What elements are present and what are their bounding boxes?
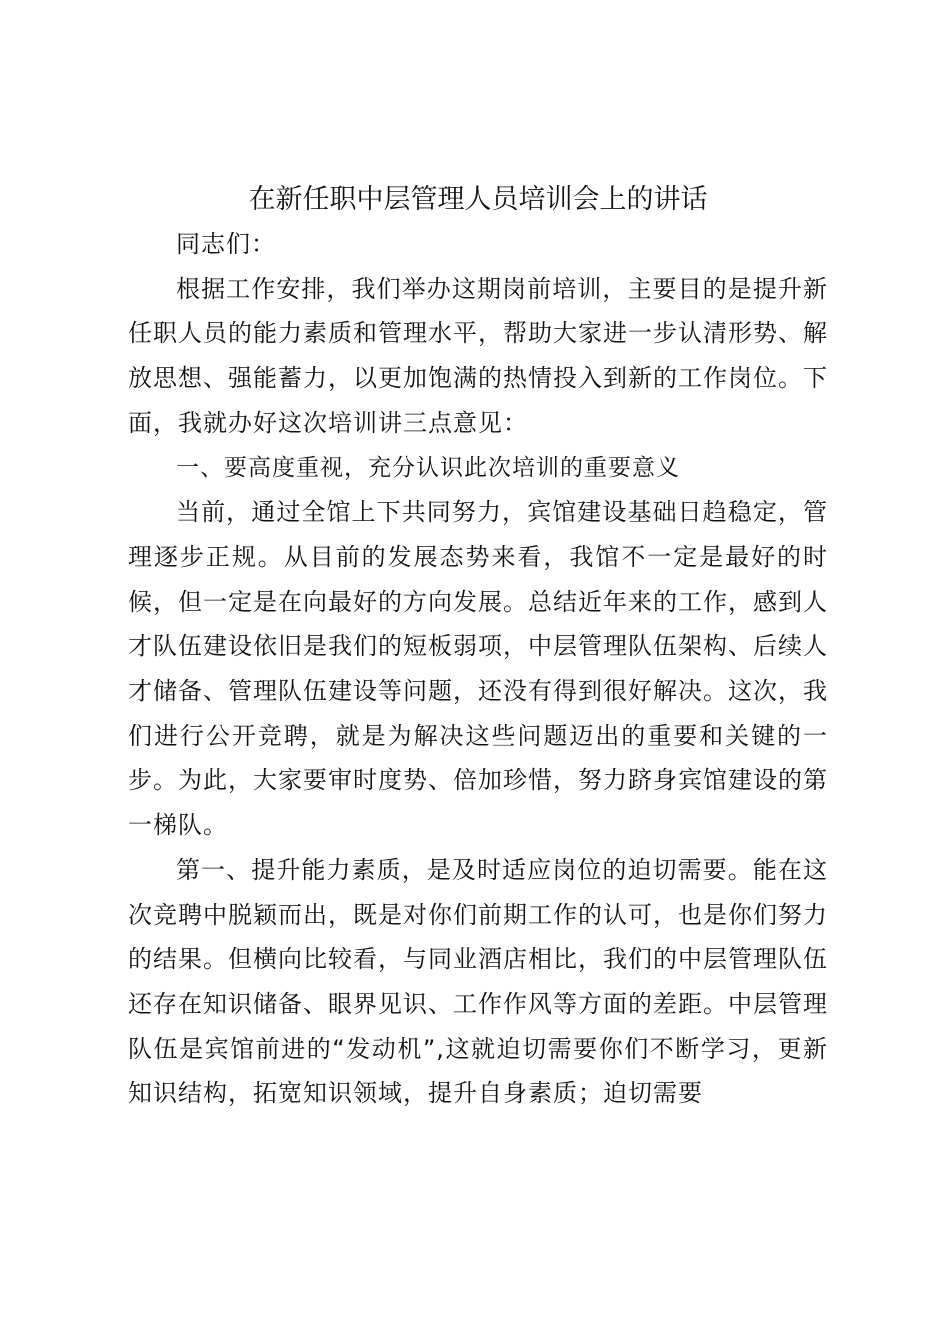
salutation: 同志们：	[176, 230, 276, 258]
document-page	[128, 178, 828, 1116]
paragraph-intro: 根据工作安排，我们举办这期岗前培训，主要目的是提升新任职人员的能力素质和管理水平，帮助大家进一步认清形势、解放思想、强能蓄力，以更加饱满的热情投入到新的工作岗位。下面，我就办好这次培训讲三点意见：	[128, 274, 828, 437]
paragraph-current-situation: 当前，通过全馆上下共同努力，宾馆建设基础日趋稳定，管理逐步正规。从目前的发展态势来看，我馆不一定是最好的时候，但一定是在向最好的方向发展。总结近年来的工作，感到人才队伍建设依旧是我们的短板弱项，中层管理队伍架构、后续人才储备、管理队伍建设等问题，还没有得到很好解决。这次，我们进行公开竞聘，就是为解决这些问题迈出的重要和关键的一步。为此，大家要审时度势、倍加珍惜，努力跻身宾馆建设的第一梯队。	[128, 498, 828, 840]
document-title: 在新任职中层管理人员培训会上的讲话	[248, 184, 708, 215]
section-heading-1: 一、要高度重视，充分认识此次培训的重要意义	[176, 454, 680, 481]
paragraph-point-one: 第一、提升能力素质，是及时适应岗位的迫切需要。能在这次竞聘中脱颖而出，既是对你们前期工作的认可，也是你们努力的结果。但横向比较看，与同业酒店相比，我们的中层管理队伍还存在知识储备、眼界见识、工作作风等方面的差距。中层管理队伍是宾馆前进的“发动机”,这就迫切需要你们不断学习，更新知识结构，拓宽知识领域，提升自身素质；迫切需要	[128, 855, 828, 1108]
